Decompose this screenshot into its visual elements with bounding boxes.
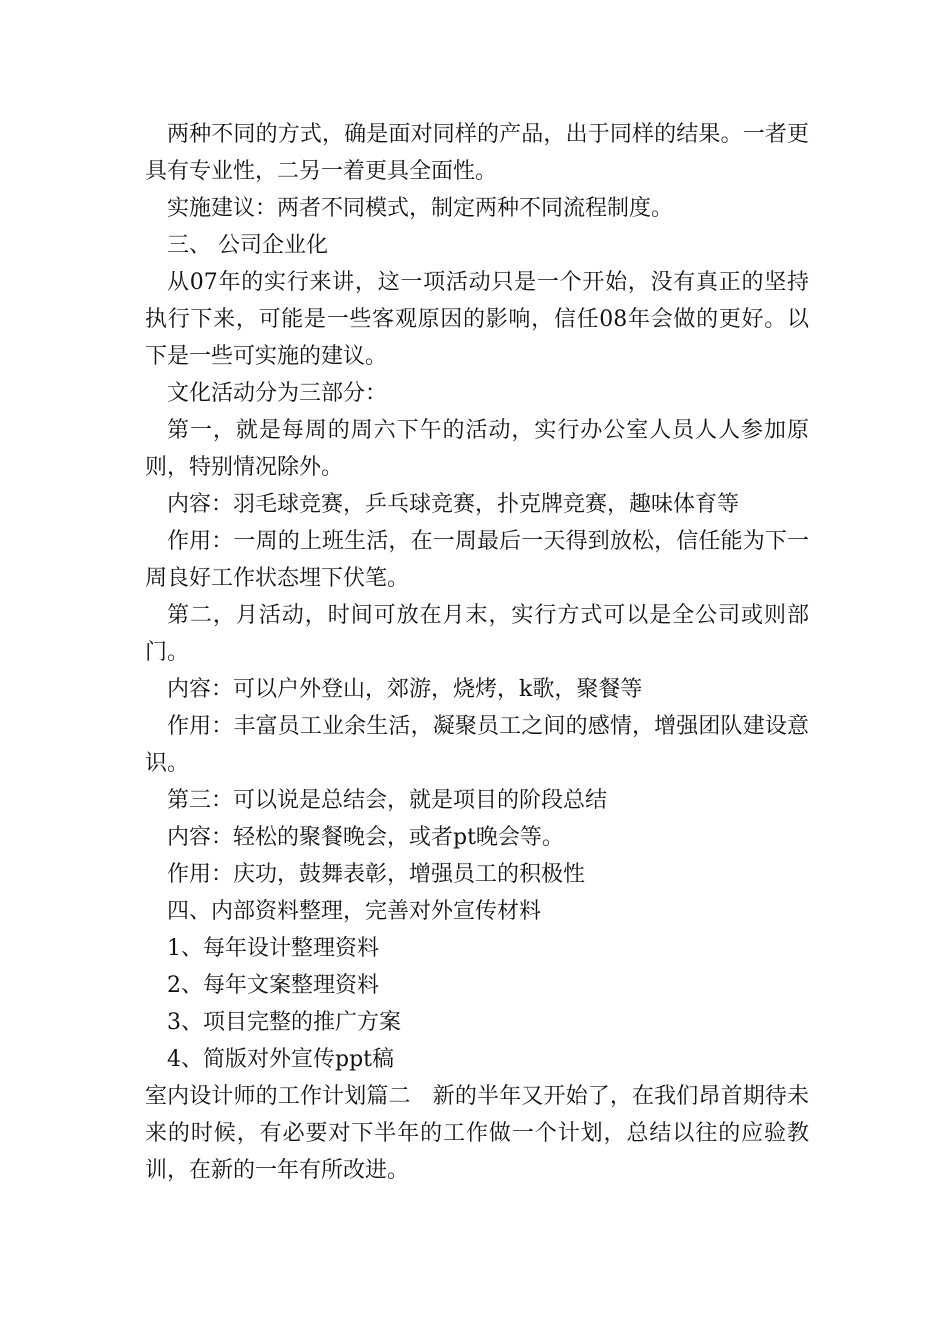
paragraph-5: 文化活动分为三部分： bbox=[167, 381, 388, 406]
paragraph-13: 内容：轻松的聚餐晚会，或者pt晚会等。 bbox=[167, 825, 564, 850]
paragraph-10: 内容：可以户外登山，郊游，烧烤，k歌，聚餐等 bbox=[167, 677, 643, 702]
paragraph-12: 第三：可以说是总结会，就是项目的阶段总结 bbox=[167, 788, 608, 813]
list-item-1: 1、每年设计整理资料 bbox=[167, 936, 379, 961]
list-item-3: 3、项目完整的推广方案 bbox=[167, 1010, 401, 1035]
paragraph-part-two: 室内设计师的工作计划篇二 新的半年又开始了，在我们昂首期待未来的时候，有必要对下半年的工作做一个计划，总结以往的应验教训，在新的一年有所改进。 bbox=[145, 1084, 809, 1183]
document-body bbox=[145, 116, 809, 1189]
paragraph-8: 作用：一周的上班生活，在一周最后一天得到放松，信任能为下一周良好工作状态埋下伏笔。 bbox=[145, 529, 809, 591]
paragraph-6: 第一，就是每周的周六下午的活动，实行办公室人员人人参加原则，特别情况除外。 bbox=[145, 418, 809, 480]
list-item-4: 4、简版对外宣传ppt稿 bbox=[167, 1047, 395, 1072]
paragraph-9: 第二，月活动，时间可放在月末，实行方式可以是全公司或则部门。 bbox=[145, 603, 809, 665]
section-heading-3: 三、 公司企业化 bbox=[167, 233, 328, 258]
paragraph-7: 内容：羽毛球竞赛，乒乓球竞赛，扑克牌竞赛，趣味体育等 bbox=[167, 492, 740, 517]
list-item-2: 2、每年文案整理资料 bbox=[167, 973, 379, 998]
paragraph-11: 作用：丰富员工业余生活，凝聚员工之间的感情，增强团队建设意识。 bbox=[145, 714, 809, 776]
paragraph-14: 作用：庆功，鼓舞表彰，增强员工的积极性 bbox=[167, 862, 586, 887]
paragraph-1: 两种不同的方式，确是面对同样的产品，出于同样的结果。一者更具有专业性，二另一着更具全面性。 bbox=[145, 122, 809, 184]
paragraph-4: 从07年的实行来讲，这一项活动只是一个开始，没有真正的坚持执行下来，可能是一些客观原因的影响，信任08年会做的更好。以下是一些可实施的建议。 bbox=[145, 270, 809, 369]
paragraph-2: 实施建议：两者不同模式，制定两种不同流程制度。 bbox=[167, 196, 674, 221]
section-heading-4: 四、内部资料整理，完善对外宣传材料 bbox=[167, 899, 542, 924]
